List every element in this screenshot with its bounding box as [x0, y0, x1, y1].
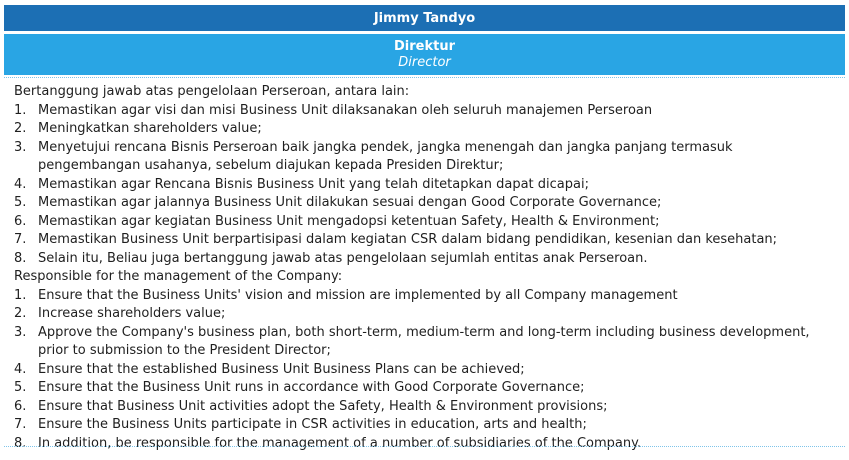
item-text: Increase shareholders value;	[38, 306, 226, 321]
item-text: Memastikan Business Unit berpartisipasi dalam kegiatan CSR dalam bidang pendidikan, kesenian dan kesehatan;	[38, 232, 778, 247]
list-item	[14, 435, 845, 454]
director-profile-card	[0, 5, 849, 460]
item-number: 3.	[14, 324, 27, 340]
list-item	[14, 213, 845, 232]
duties-content	[4, 78, 845, 453]
item-number: 6.	[14, 213, 27, 229]
list-item	[14, 139, 845, 176]
item-text: Ensure that the established Business Unit Business Plans can be achieved;	[38, 361, 525, 377]
director-name: Jimmy Tandyo	[373, 10, 476, 26]
item-number: 3.	[14, 139, 27, 155]
duties-intro-indonesian: Bertanggung jawab atas pengelolaan Perseroan, antara lain:	[14, 84, 410, 99]
item-text: Ensure that the Business Units' vision and mission are implemented by all Company management	[38, 287, 678, 303]
item-text: Ensure that Business Unit activities adopt the Safety, Health & Environment provisions;	[38, 398, 608, 414]
list-item	[14, 120, 845, 139]
list-item	[14, 194, 845, 213]
item-text: Ensure that the Business Unit runs in accordance with Good Corporate Governance;	[38, 380, 585, 395]
item-text: Approve the Company's business plan, both short-term, medium-term and long-term including business development, prior to submission to the President Director;	[38, 324, 810, 358]
item-number: 4.	[14, 361, 27, 377]
item-number: 2.	[14, 121, 27, 136]
list-item	[14, 324, 845, 361]
role-title-indonesian: Direktur	[393, 38, 455, 54]
item-text: Selain itu, Beliau juga bertanggung jawab atas pengelolaan sejumlah entitas anak Perseroan.	[38, 250, 648, 266]
item-text: Memastikan agar jalannya Business Unit dilakukan sesuai dengan Good Corporate Governance;	[38, 195, 662, 210]
item-number: 5.	[14, 195, 27, 210]
item-text: Meningkatkan shareholders value;	[38, 121, 262, 136]
item-text: Memastikan agar Rencana Bisnis Business Unit yang telah ditetapkan dapat dicapai;	[38, 176, 589, 192]
list-item	[14, 305, 845, 324]
list-item	[14, 361, 845, 380]
item-number: 6.	[14, 398, 27, 414]
name-header	[4, 5, 845, 31]
list-item	[14, 416, 845, 435]
item-text: Memastikan agar kegiatan Business Unit mengadopsi ketentuan Safety, Health & Environment;	[38, 213, 660, 229]
list-item	[14, 379, 845, 398]
item-number: 5.	[14, 380, 27, 395]
item-text: Ensure the Business Units participate in CSR activities in education, arts and health;	[38, 417, 587, 432]
bottom-dotted-divider	[4, 446, 845, 447]
list-item	[14, 250, 845, 269]
item-number: 7.	[14, 417, 27, 432]
item-number: 4.	[14, 176, 27, 192]
duties-intro-english: Responsible for the management of the Company:	[14, 269, 343, 284]
list-item	[14, 176, 845, 195]
item-number: 1.	[14, 102, 27, 118]
duties-list-indonesian	[14, 102, 845, 269]
item-number: 1.	[14, 287, 27, 303]
list-item	[14, 287, 845, 306]
item-text: Menyetujui rencana Bisnis Perseroan baik jangka pendek, jangka menengah dan jangka panjang termasuk pengembangan usahanya, sebelum diajukan kepada Presiden Direktur;	[38, 139, 733, 173]
list-item	[14, 398, 845, 417]
item-text: In addition, be responsible for the management of a number of subsidiaries of the Company.	[38, 435, 642, 451]
list-item	[14, 231, 845, 250]
duties-list-english	[14, 287, 845, 454]
role-title-english: Director	[398, 54, 451, 70]
list-item	[14, 102, 845, 121]
item-text: Memastikan agar visi dan misi Business Unit dilaksanakan oleh seluruh manajemen Perseroan	[38, 102, 653, 118]
item-number: 7.	[14, 232, 27, 247]
role-header	[4, 34, 845, 75]
item-number: 8.	[14, 435, 27, 451]
item-number: 8.	[14, 250, 27, 266]
item-number: 2.	[14, 306, 27, 321]
